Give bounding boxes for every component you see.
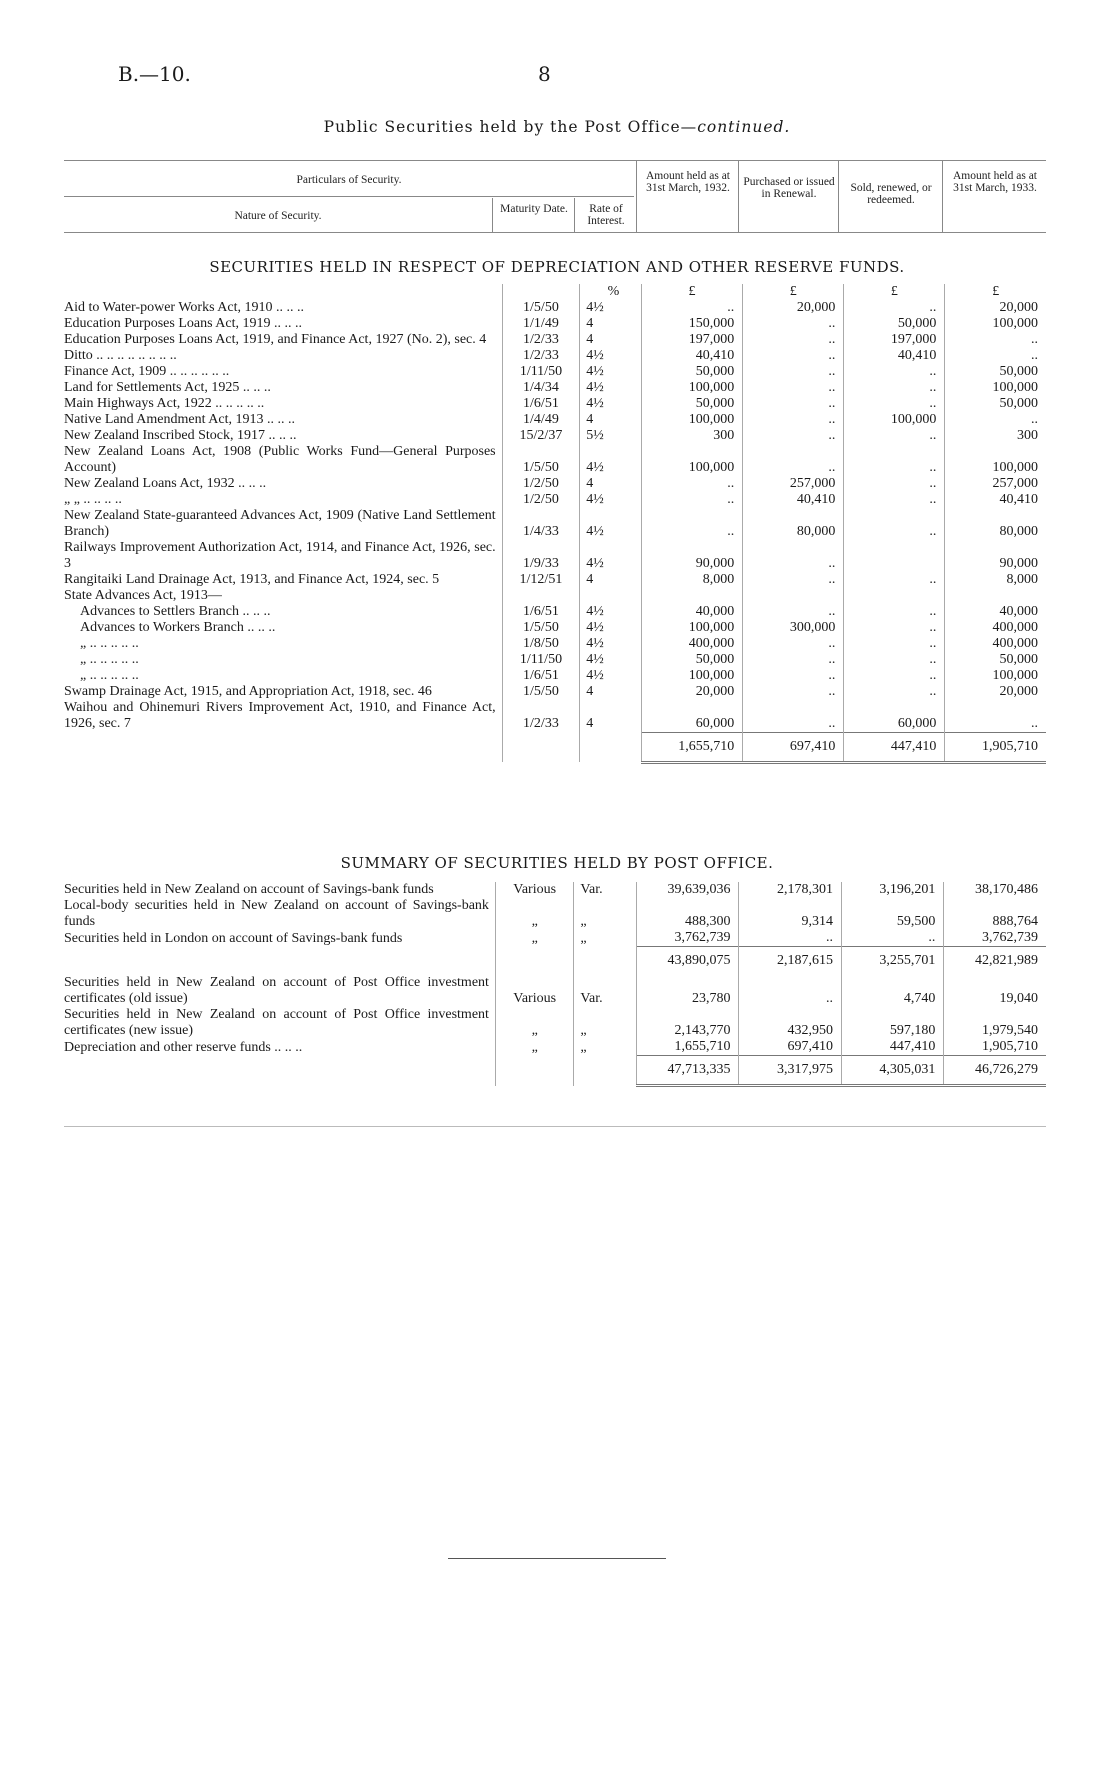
- purchased: 9,314: [739, 898, 841, 930]
- held-1933: 1,905,710: [945, 732, 1046, 762]
- security-name: „ .. .. .. .. ..: [80, 652, 139, 667]
- sold: 60,000: [844, 700, 945, 732]
- maturity-date: 1/6/51: [502, 668, 580, 684]
- sold: ..: [844, 300, 945, 316]
- table-row: [64, 1056, 1046, 1086]
- table-row: [64, 604, 1046, 620]
- page-number: 8: [538, 62, 551, 86]
- held-1932: 300: [641, 428, 743, 444]
- held-1932: [641, 588, 743, 604]
- purchased: 3,317,975: [739, 1056, 841, 1086]
- security-name: Education Purposes Loans Act, 1919, and Finance Act, 1927 (No. 2), sec. 4: [64, 332, 487, 347]
- sold: ..: [844, 428, 945, 444]
- sold: 50,000: [844, 316, 945, 332]
- table-row: [64, 684, 1046, 700]
- purchased: ..: [739, 975, 841, 1007]
- purchased: ..: [743, 428, 844, 444]
- held-1933: ..: [945, 348, 1046, 364]
- held-1932: 100,000: [641, 412, 743, 428]
- interest-rate: [580, 732, 641, 762]
- purchased: ..: [743, 572, 844, 588]
- units-row: [64, 284, 1046, 300]
- held-1933: 50,000: [945, 364, 1046, 380]
- interest-rate: 4½: [580, 396, 641, 412]
- sold: 3,255,701: [841, 947, 943, 976]
- col-particulars: Particulars of Security.: [296, 174, 402, 186]
- sold: ..: [844, 444, 945, 476]
- held-1933: 40,000: [945, 604, 1046, 620]
- security-name: Railways Improvement Authorization Act, 1914, and Finance Act, 1926, sec. 3: [64, 540, 496, 571]
- maturity-date: „: [495, 930, 574, 947]
- held-1933: 8,000: [945, 572, 1046, 588]
- security-name: [64, 732, 502, 762]
- sold: ..: [844, 604, 945, 620]
- sold: ..: [844, 508, 945, 540]
- col-rate: Rate of Interest.: [587, 203, 625, 227]
- sold: [844, 588, 945, 604]
- held-1933: 100,000: [945, 316, 1046, 332]
- sold: 197,000: [844, 332, 945, 348]
- maturity-date: 1/5/50: [502, 620, 580, 636]
- purchased: ..: [743, 396, 844, 412]
- held-1932: 50,000: [641, 396, 743, 412]
- purchased: 697,410: [739, 1039, 841, 1056]
- unit-label: £: [743, 284, 844, 300]
- sold: 4,305,031: [841, 1056, 943, 1086]
- sold: ..: [844, 364, 945, 380]
- maturity-date: 1/12/51: [502, 572, 580, 588]
- table-row: [64, 476, 1046, 492]
- table-row: [64, 540, 1046, 572]
- held-1932: 60,000: [641, 700, 743, 732]
- purchased: 300,000: [743, 620, 844, 636]
- interest-rate: 4½: [580, 540, 641, 572]
- table-row: [64, 380, 1046, 396]
- interest-rate: 4½: [580, 620, 641, 636]
- sold: ..: [844, 380, 945, 396]
- maturity-date: 1/2/33: [502, 332, 580, 348]
- maturity-date: [495, 947, 574, 976]
- section-summary-title: SUMMARY OF SECURITIES HELD BY POST OFFICE.: [340, 854, 774, 872]
- purchased: ..: [743, 316, 844, 332]
- table-row: [64, 492, 1046, 508]
- maturity-date: [502, 588, 580, 604]
- sold: ..: [844, 652, 945, 668]
- unit-label: £: [945, 284, 1046, 300]
- held-1932: 90,000: [641, 540, 743, 572]
- security-name: Securities held in New Zealand on account of Savings-bank funds: [64, 882, 434, 897]
- unit-label: £: [844, 284, 945, 300]
- purchased: ..: [743, 540, 844, 572]
- security-name: Securities held in New Zealand on account of Post Office investment certificates (new issue): [64, 1007, 489, 1038]
- table-row: [64, 428, 1046, 444]
- interest-rate: 4: [580, 700, 641, 732]
- held-1932: 400,000: [641, 636, 743, 652]
- held-1932: 197,000: [641, 332, 743, 348]
- bottom-rule: [64, 1126, 1046, 1127]
- held-1932: 2,143,770: [636, 1007, 739, 1039]
- sold: 4,740: [841, 975, 943, 1007]
- held-1933: 100,000: [945, 668, 1046, 684]
- held-1933: 38,170,486: [944, 882, 1046, 898]
- held-1933: 400,000: [945, 636, 1046, 652]
- purchased: 432,950: [739, 1007, 841, 1039]
- purchased: 40,410: [743, 492, 844, 508]
- table-row: [64, 444, 1046, 476]
- held-1932: 488,300: [636, 898, 739, 930]
- interest-rate: 5½: [580, 428, 641, 444]
- sold: ..: [844, 636, 945, 652]
- col-purchased: Purchased or issued in Renewal.: [743, 176, 835, 200]
- sold: ..: [844, 668, 945, 684]
- sold: ..: [844, 684, 945, 700]
- security-name: Swamp Drainage Act, 1915, and Appropriation Act, 1918, sec. 46: [64, 684, 432, 699]
- purchased: ..: [743, 364, 844, 380]
- purchased: 697,410: [743, 732, 844, 762]
- col-maturity: Maturity Date.: [500, 203, 568, 215]
- purchased: ..: [743, 332, 844, 348]
- security-name: „ .. .. .. .. ..: [80, 636, 139, 651]
- held-1933: 257,000: [945, 476, 1046, 492]
- interest-rate: Var.: [574, 882, 637, 898]
- security-name: Education Purposes Loans Act, 1919 .. .. ..: [64, 316, 302, 331]
- table-row: [64, 652, 1046, 668]
- security-name: Depreciation and other reserve funds .. .. ..: [64, 1039, 303, 1055]
- interest-rate: „: [574, 898, 637, 930]
- security-name: Securities held in London on account of Savings-bank funds: [64, 930, 403, 946]
- held-1933: 20,000: [945, 300, 1046, 316]
- interest-rate: 4: [580, 332, 641, 348]
- title-main: Public Securities held by the Post Office—: [323, 118, 698, 136]
- held-1932: 150,000: [641, 316, 743, 332]
- table-row: [64, 700, 1046, 732]
- security-name: New Zealand Loans Act, 1908 (Public Works Fund—General Purposes Account): [64, 444, 496, 475]
- page-reference: B.—10.: [118, 62, 191, 86]
- held-1932: 8,000: [641, 572, 743, 588]
- security-name: Ditto .. .. .. .. .. .. .. ..: [64, 348, 177, 363]
- held-1932: 1,655,710: [636, 1039, 739, 1056]
- table-row: [64, 348, 1046, 364]
- sold: 100,000: [844, 412, 945, 428]
- held-1932: 50,000: [641, 652, 743, 668]
- security-name: Finance Act, 1909 .. .. .. .. .. ..: [64, 364, 230, 379]
- interest-rate: 4: [580, 572, 641, 588]
- maturity-date: Various: [495, 882, 574, 898]
- table-row: [64, 898, 1046, 930]
- sold: ..: [844, 492, 945, 508]
- held-1933: 888,764: [944, 898, 1046, 930]
- held-1932: ..: [641, 300, 743, 316]
- table-row: [64, 975, 1046, 1007]
- sold: 59,500: [841, 898, 943, 930]
- maturity-date: 1/4/49: [502, 412, 580, 428]
- maturity-date: [495, 1056, 574, 1086]
- table-row: [64, 882, 1046, 898]
- interest-rate: [574, 1056, 637, 1086]
- maturity-date: 15/2/37: [502, 428, 580, 444]
- purchased: ..: [743, 636, 844, 652]
- col-sold: Sold, renewed, or redeemed.: [850, 182, 932, 206]
- interest-rate: 4: [580, 684, 641, 700]
- table-row: [64, 396, 1046, 412]
- maturity-date: 1/5/50: [502, 300, 580, 316]
- interest-rate: Var.: [574, 975, 637, 1007]
- held-1932: 40,410: [641, 348, 743, 364]
- interest-rate: 4½: [580, 348, 641, 364]
- col-held-1932: Amount held as at 31st March, 1932.: [646, 170, 730, 194]
- interest-rate: 4: [580, 476, 641, 492]
- purchased: ..: [743, 444, 844, 476]
- table-row: [64, 332, 1046, 348]
- sold: ..: [844, 476, 945, 492]
- held-1933: 50,000: [945, 396, 1046, 412]
- security-name: New Zealand State-guaranteed Advances Act, 1909 (Native Land Settlement Branch): [64, 508, 496, 539]
- held-1932: ..: [641, 508, 743, 540]
- table-row: [64, 572, 1046, 588]
- security-name: Rangitaiki Land Drainage Act, 1913, and Finance Act, 1924, sec. 5: [64, 572, 440, 587]
- held-1932: 39,639,036: [636, 882, 739, 898]
- interest-rate: 4½: [580, 492, 641, 508]
- maturity-date: 1/6/51: [502, 396, 580, 412]
- held-1932: 47,713,335: [636, 1056, 739, 1086]
- held-1932: 100,000: [641, 620, 743, 636]
- purchased: 20,000: [743, 300, 844, 316]
- maturity-date: 1/9/33: [502, 540, 580, 572]
- maturity-date: 1/2/50: [502, 476, 580, 492]
- security-name: New Zealand Inscribed Stock, 1917 .. .. ..: [64, 428, 297, 443]
- maturity-date: 1/1/49: [502, 316, 580, 332]
- table-row: [64, 668, 1046, 684]
- col-nature: Nature of Security.: [234, 210, 322, 222]
- held-1933: 42,821,989: [944, 947, 1046, 976]
- held-1932: 100,000: [641, 444, 743, 476]
- held-1932: 100,000: [641, 380, 743, 396]
- held-1933: 46,726,279: [944, 1056, 1046, 1086]
- interest-rate: 4: [580, 412, 641, 428]
- held-1932: 100,000: [641, 668, 743, 684]
- sold: ..: [841, 930, 943, 947]
- title-continued: continued.: [697, 118, 791, 136]
- interest-rate: 4½: [580, 652, 641, 668]
- maturity-date: [502, 732, 580, 762]
- purchased: ..: [743, 412, 844, 428]
- security-name: „ .. .. .. .. ..: [80, 668, 139, 683]
- held-1933: 1,979,540: [944, 1007, 1046, 1039]
- held-1932: 20,000: [641, 684, 743, 700]
- maturity-date: 1/5/50: [502, 684, 580, 700]
- purchased: 2,187,615: [739, 947, 841, 976]
- purchased: 257,000: [743, 476, 844, 492]
- held-1932: ..: [641, 492, 743, 508]
- purchased: ..: [743, 380, 844, 396]
- maturity-date: 1/11/50: [502, 364, 580, 380]
- security-name: Main Highways Act, 1922 .. .. .. .. ..: [64, 396, 265, 411]
- table-row: [64, 364, 1046, 380]
- held-1932: 40,000: [641, 604, 743, 620]
- interest-rate: „: [574, 930, 637, 947]
- purchased: ..: [743, 604, 844, 620]
- security-name: „ „ .. .. .. ..: [64, 492, 122, 507]
- page-title: [0, 118, 1114, 136]
- security-name: Aid to Water-power Works Act, 1910 .. .. ..: [64, 300, 304, 315]
- held-1933: 100,000: [945, 444, 1046, 476]
- interest-rate: [574, 947, 637, 976]
- security-name: Local-body securities held in New Zealand on account of Savings-bank funds: [64, 898, 489, 929]
- table-row: [64, 636, 1046, 652]
- security-name: [64, 1056, 495, 1086]
- held-1932: 3,762,739: [636, 930, 739, 947]
- interest-rate: [580, 588, 641, 604]
- unit-label: %: [580, 284, 641, 300]
- held-1932: ..: [641, 476, 743, 492]
- maturity-date: 1/2/33: [502, 348, 580, 364]
- interest-rate: 4½: [580, 300, 641, 316]
- maturity-date: Various: [495, 975, 574, 1007]
- table-row: [64, 947, 1046, 976]
- held-1933: 40,410: [945, 492, 1046, 508]
- held-1933: 100,000: [945, 380, 1046, 396]
- held-1933: ..: [945, 332, 1046, 348]
- purchased: ..: [739, 930, 841, 947]
- interest-rate: 4: [580, 316, 641, 332]
- security-name: Advances to Workers Branch .. .. ..: [80, 620, 276, 635]
- security-name: State Advances Act, 1913—: [64, 588, 222, 603]
- security-name: Securities held in New Zealand on account of Post Office investment certificates (old issue): [64, 975, 489, 1006]
- interest-rate: 4½: [580, 364, 641, 380]
- held-1933: 50,000: [945, 652, 1046, 668]
- interest-rate: 4½: [580, 444, 641, 476]
- end-rule: [448, 1558, 666, 1559]
- held-1932: 1,655,710: [641, 732, 743, 762]
- maturity-date: „: [495, 1039, 574, 1056]
- held-1933: 300: [945, 428, 1046, 444]
- purchased: ..: [743, 348, 844, 364]
- table-row: [64, 300, 1046, 316]
- table-row: [64, 588, 1046, 604]
- maturity-date: 1/2/33: [502, 700, 580, 732]
- sold: 447,410: [841, 1039, 943, 1056]
- maturity-date: 1/4/34: [502, 380, 580, 396]
- purchased: 2,178,301: [739, 882, 841, 898]
- table-row: [64, 316, 1046, 332]
- maturity-date: 1/2/50: [502, 492, 580, 508]
- security-name: [64, 947, 495, 976]
- security-name: New Zealand Loans Act, 1932 .. .. ..: [64, 476, 267, 491]
- interest-rate: 4½: [580, 604, 641, 620]
- table-row: [64, 1039, 1046, 1056]
- table-row: [64, 732, 1046, 762]
- summary-table: [64, 882, 1046, 1087]
- interest-rate: 4½: [580, 508, 641, 540]
- held-1933: 400,000: [945, 620, 1046, 636]
- table-row: [64, 508, 1046, 540]
- interest-rate: 4½: [580, 636, 641, 652]
- purchased: ..: [743, 684, 844, 700]
- held-1933: 90,000: [945, 540, 1046, 572]
- table-row: [64, 930, 1046, 947]
- purchased: ..: [743, 668, 844, 684]
- held-1933: 19,040: [944, 975, 1046, 1007]
- held-1932: 43,890,075: [636, 947, 739, 976]
- sold: 3,196,201: [841, 882, 943, 898]
- held-1932: 50,000: [641, 364, 743, 380]
- security-name: Advances to Settlers Branch .. .. ..: [80, 604, 271, 619]
- reserve-funds-table: [64, 284, 1046, 764]
- held-1933: [945, 588, 1046, 604]
- held-1933: 1,905,710: [944, 1039, 1046, 1056]
- sold: 40,410: [844, 348, 945, 364]
- security-name: Waihou and Ohinemuri Rivers Improvement Act, 1910, and Finance Act, 1926, sec. 7: [64, 700, 496, 731]
- sold: ..: [844, 572, 945, 588]
- table-row: [64, 1007, 1046, 1039]
- sold: ..: [844, 396, 945, 412]
- purchased: ..: [743, 652, 844, 668]
- table-row: [64, 412, 1046, 428]
- unit-label: £: [641, 284, 743, 300]
- security-name: Native Land Amendment Act, 1913 .. .. ..: [64, 412, 295, 427]
- held-1933: ..: [945, 700, 1046, 732]
- purchased: ..: [743, 700, 844, 732]
- held-1933: 80,000: [945, 508, 1046, 540]
- maturity-date: 1/6/51: [502, 604, 580, 620]
- maturity-date: 1/8/50: [502, 636, 580, 652]
- maturity-date: 1/5/50: [502, 444, 580, 476]
- section-reserve-funds-title: SECURITIES HELD IN RESPECT OF DEPRECIATION AND OTHER RESERVE FUNDS.: [209, 258, 905, 276]
- security-name: Land for Settlements Act, 1925 .. .. ..: [64, 380, 271, 395]
- interest-rate: 4½: [580, 668, 641, 684]
- held-1933: 3,762,739: [944, 930, 1046, 947]
- table-row: [64, 620, 1046, 636]
- sold: [844, 540, 945, 572]
- interest-rate: 4½: [580, 380, 641, 396]
- held-1933: ..: [945, 412, 1046, 428]
- purchased: 80,000: [743, 508, 844, 540]
- held-1933: 20,000: [945, 684, 1046, 700]
- interest-rate: „: [574, 1007, 637, 1039]
- sold: 597,180: [841, 1007, 943, 1039]
- maturity-date: „: [495, 1007, 574, 1039]
- maturity-date: „: [495, 898, 574, 930]
- sold: ..: [844, 620, 945, 636]
- interest-rate: „: [574, 1039, 637, 1056]
- maturity-date: 1/11/50: [502, 652, 580, 668]
- maturity-date: 1/4/33: [502, 508, 580, 540]
- col-held-1933: Amount held as at 31st March, 1933.: [953, 170, 1037, 194]
- purchased: [743, 588, 844, 604]
- held-1932: 23,780: [636, 975, 739, 1007]
- sold: 447,410: [844, 732, 945, 762]
